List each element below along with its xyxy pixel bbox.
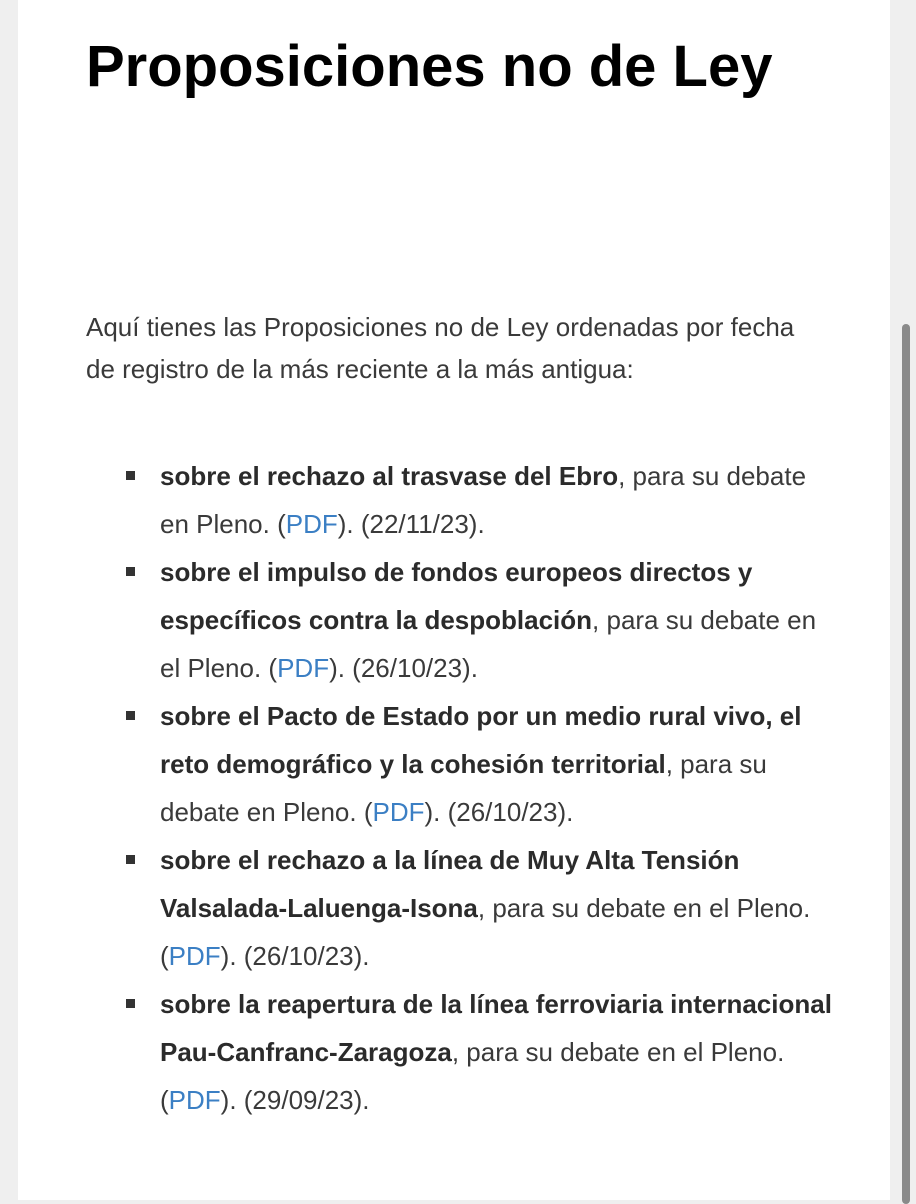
item-suffix: , para su debate en Pleno. (: [160, 749, 767, 827]
scrollbar[interactable]: [902, 324, 910, 1204]
item-suffix: , para su debate en el Pleno. (: [160, 1037, 785, 1115]
bullet-icon: [126, 567, 135, 576]
bullet-icon: [126, 711, 135, 720]
item-suffix: , para su debate en Pleno. (: [160, 461, 807, 539]
item-date: ). (22/11/23).: [337, 509, 485, 539]
bullet-icon: [126, 999, 135, 1008]
item-title: sobre el Pacto de Estado por un medio rural vivo, el reto demográfico y la cohesión territorial: [160, 701, 802, 779]
pdf-link[interactable]: PDF: [277, 653, 330, 683]
list-item: [160, 980, 840, 1124]
bullet-icon: [126, 855, 135, 864]
item-suffix: , para su debate en el Pleno. (: [160, 893, 811, 971]
item-date: ). (29/09/23).: [220, 1085, 370, 1115]
pdf-link[interactable]: PDF: [168, 1085, 221, 1115]
item-title: sobre el rechazo al trasvase del Ebro: [160, 461, 619, 491]
intro-paragraph: Aquí tienes las Proposiciones no de Ley ordenadas por fecha de registro de la más reciente a la más antigua:: [86, 312, 795, 384]
page-title: Proposiciones no de Ley: [86, 34, 773, 99]
item-suffix: , para su debate en el Pleno. (: [160, 605, 817, 683]
pdf-link[interactable]: PDF: [285, 509, 338, 539]
item-title: sobre la reapertura de la línea ferroviaria internacional Pau-Canfranc-Zaragoza: [160, 989, 832, 1067]
pdf-link[interactable]: PDF: [168, 941, 221, 971]
list-item: [160, 836, 840, 980]
bullet-icon: [126, 471, 135, 480]
item-date: ). (26/10/23).: [424, 797, 574, 827]
item-date: ). (26/10/23).: [329, 653, 478, 683]
pdf-link[interactable]: PDF: [372, 797, 425, 827]
proposals-list: [160, 452, 840, 1124]
item-title: sobre el impulso de fondos europeos directos y específicos contra la despoblación: [160, 557, 753, 635]
list-item: [160, 692, 840, 836]
list-item: [160, 452, 840, 548]
list-item: [160, 548, 840, 692]
item-date: ). (26/10/23).: [220, 941, 370, 971]
item-title: sobre el rechazo a la línea de Muy Alta Tensión Valsalada-Laluenga-Isona: [160, 845, 740, 923]
